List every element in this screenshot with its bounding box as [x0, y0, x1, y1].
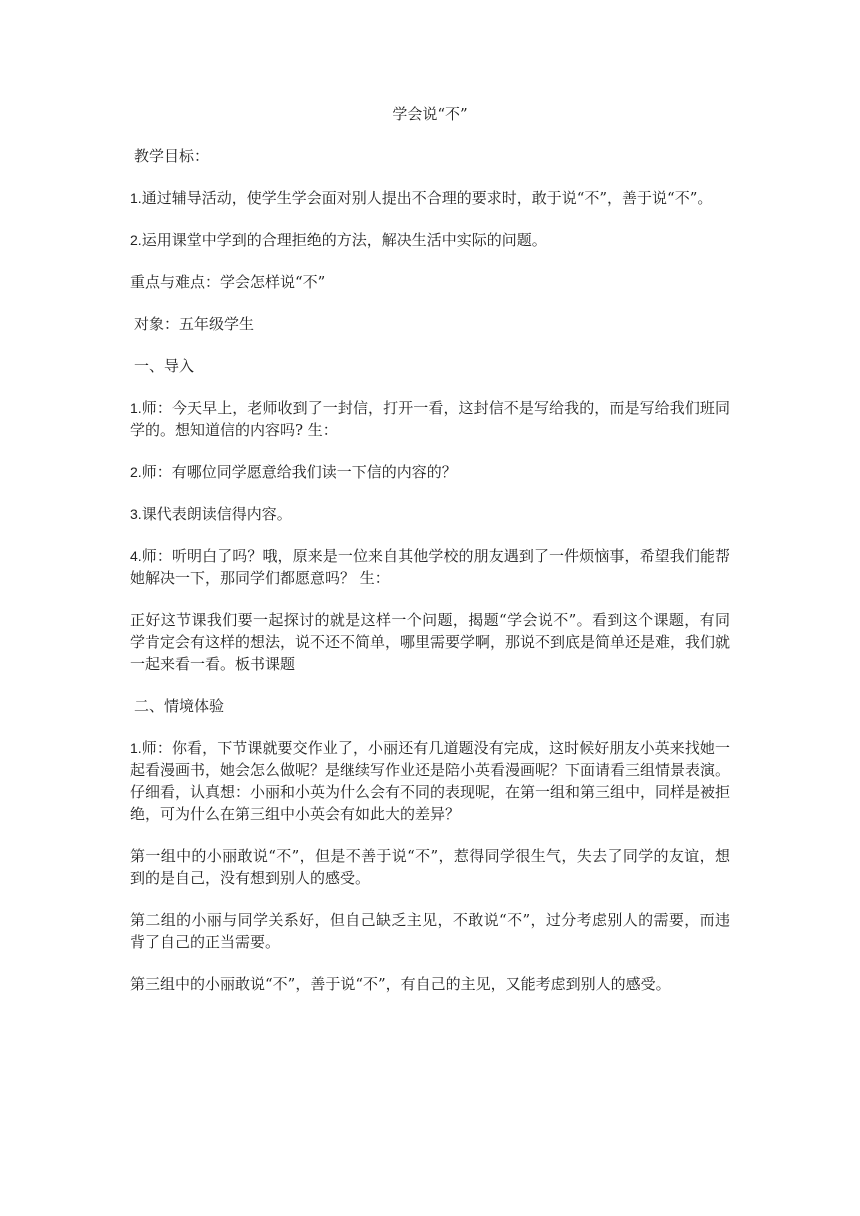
section1-paragraph: 正好这节课我们要一起探讨的就是这样一个问题，揭题“学会说不”。看到这个课题，有同学肯定会有这样的想法，说不还不简单，哪里需要学啊，那说不到底是简单还是难，我们就一起来看一看。板书课题: [130, 611, 731, 673]
item-text: 通过辅导活动，使学生学会面对别人提出不合理的要求时，敢于说“不”，善于说“不”。: [141, 189, 713, 207]
section2-paragraph-2: 第二组的小丽与同学关系好，但自己缺乏主见，不敢说“不”，过分考虑别人的需要，而违背了自己的正当需要。: [130, 911, 730, 951]
objective-item-2: [130, 229, 730, 251]
section1-heading: 一、导入: [134, 357, 195, 375]
document-page: [130, 103, 730, 1015]
item-number: 3.: [130, 506, 142, 522]
section1-item-3: [130, 503, 730, 525]
item-number: 4.: [130, 548, 142, 564]
section2-paragraph-3: 第三组中的小丽敢说“不”，善于说“不”，有自己的主见，又能考虑到别人的感受。: [130, 975, 671, 993]
objective-heading: 教学目标：: [134, 147, 210, 165]
section2-paragraph-1: 第一组中的小丽敢说“不”，但是不善于说“不”，惹得同学很生气，失去了同学的友谊，想到的是自己，没有想到别人的感受。: [130, 847, 730, 887]
section1-item-4: [130, 545, 730, 589]
objective-item-1: [130, 187, 730, 209]
section1-item-2: [130, 461, 730, 483]
item-text: 师：听明白了吗？哦，原来是一位来自其他学校的朋友遇到了一件烦恼事，希望我们能帮她解决一下，那同学们都愿意吗？ 生：: [130, 547, 730, 587]
item-text: 运用课堂中学到的合理拒绝的方法，解决生活中实际的问题。: [141, 231, 547, 249]
item-number: 2.: [130, 232, 142, 248]
section2-item-1: [130, 737, 730, 825]
key-points: 重点与难点：学会怎样说“不”: [130, 273, 326, 291]
item-text: 师：今天早上，老师收到了一封信，打开一看，这封信不是写给我的，而是写给我们班同学的。想知道信的内容吗? 生：: [130, 399, 730, 439]
section2-heading: 二、情境体验: [134, 697, 225, 715]
item-number: 1.: [130, 400, 142, 416]
document-title: 学会说“不”: [392, 105, 468, 123]
item-text: 课代表朗读信得内容。: [141, 505, 292, 523]
item-number: 1.: [130, 190, 142, 206]
item-number: 2.: [130, 464, 142, 480]
section1-item-1: [130, 397, 730, 441]
item-number: 1.: [130, 740, 142, 756]
item-text: 师：有哪位同学愿意给我们读一下信的内容的？: [141, 463, 457, 481]
audience: 对象：五年级学生: [134, 315, 255, 333]
item-text: 师：你看，下节课就要交作业了，小丽还有几道题没有完成，这时候好朋友小英来找她一起看漫画书，她会怎么做呢？是继续写作业还是陪小英看漫画呢？下面请看三组情景表演。仔细看，认真想：小丽和小英为什么会有不同的表现呢，在第一组和第三组中，同样是被拒绝，可为什么在第三组中小英会有如此大的差异？: [130, 739, 731, 823]
